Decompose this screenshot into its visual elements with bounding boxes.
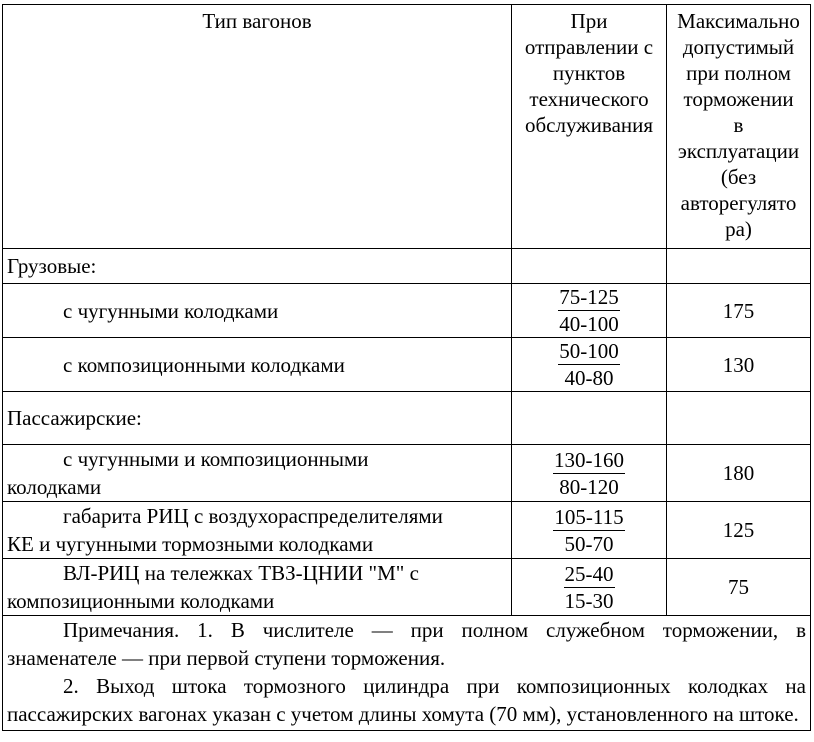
- table-row: [3, 445, 811, 502]
- row-dispatch-value: 75-125 40-100: [512, 284, 667, 338]
- note-1: Примечания. 1. В числителе — при полном служебном торможении, в знаменателе — при первой ступени торможения.: [7, 618, 806, 670]
- row-wagon-type: с композиционными колодками: [3, 338, 512, 392]
- table-row: [3, 559, 811, 616]
- row-wagon-type: ВЛ-РИЦ на тележках ТВЗ-ЦНИИ "М" с композиционными колодками: [3, 559, 512, 616]
- header-dispatch: При отправлении с пунктов технического обслуживания: [512, 5, 667, 249]
- group-label: Грузовые:: [3, 249, 512, 284]
- header-max-allowed: Максимально допустимый при полном торможении в эксплуатации (без авторегулято ра): [667, 5, 811, 249]
- row-dispatch-value: 130-160 80-120: [512, 445, 667, 502]
- table-row: [3, 284, 811, 338]
- note-2: 2. Выход штока тормозного цилиндра при композиционных колодках на пассажирских вагонах указан с учетом длины хомута (70 мм), установленного на штоке.: [7, 674, 806, 726]
- table-header-row: [3, 5, 811, 249]
- row-wagon-type: с чугунными и композиционными колодками: [3, 445, 512, 502]
- row-max-value: 175: [667, 284, 811, 338]
- row-wagon-type: габарита РИЦ с воздухораспределителями КЕ и чугунными тормозными колодками: [3, 502, 512, 559]
- row-max-value: 180: [667, 445, 811, 502]
- row-dispatch-value: 50-100 40-80: [512, 338, 667, 392]
- row-wagon-type: с чугунными колодками: [3, 284, 512, 338]
- notes-cell: [3, 616, 811, 731]
- group-label: Пассажирские:: [3, 392, 512, 445]
- header-wagon-type: Тип вагонов: [3, 5, 512, 249]
- notes-row: [3, 616, 811, 731]
- row-max-value: 125: [667, 502, 811, 559]
- row-max-value: 130: [667, 338, 811, 392]
- table-row: [3, 502, 811, 559]
- group-row-freight: [3, 249, 811, 284]
- brake-rod-table: [2, 4, 811, 731]
- row-max-value: 75: [667, 559, 811, 616]
- group-row-passenger: [3, 392, 811, 445]
- row-dispatch-value: 105-115 50-70: [512, 502, 667, 559]
- row-dispatch-value: 25-40 15-30: [512, 559, 667, 616]
- table-row: [3, 338, 811, 392]
